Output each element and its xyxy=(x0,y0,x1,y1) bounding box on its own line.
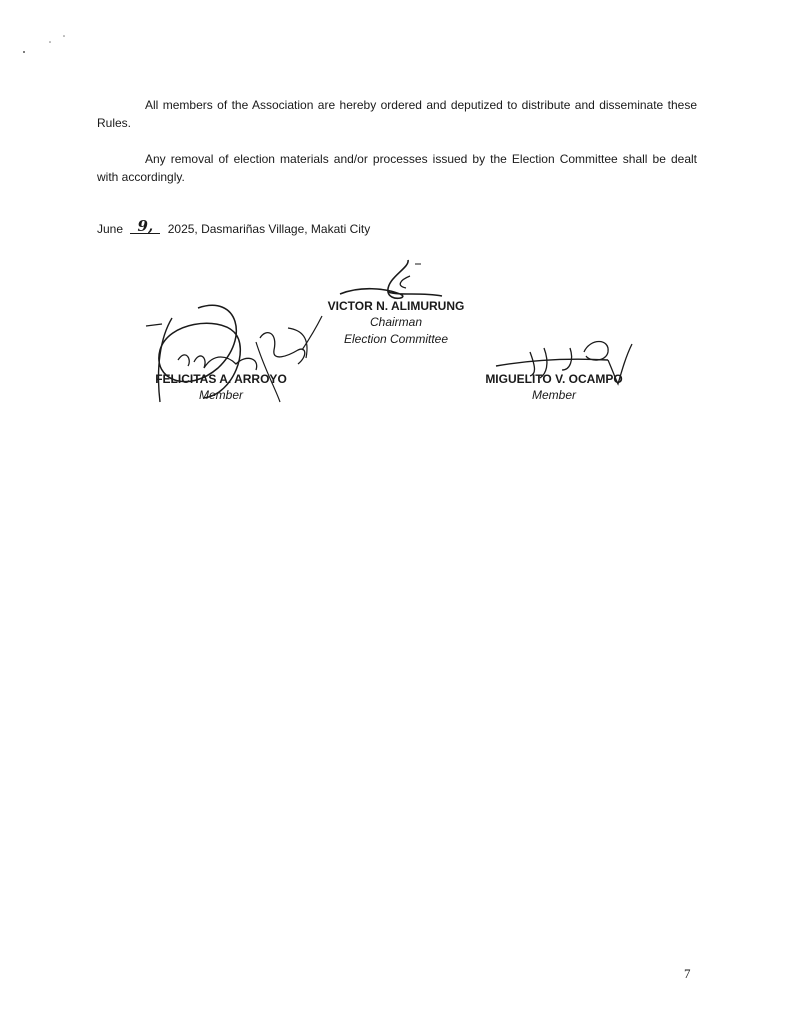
paragraph-removal-warning: Any removal of election materials and/or processes issued by the Election Committee shall be dealt with accordingly. xyxy=(97,152,697,184)
signatory-member-arroyo xyxy=(138,371,304,404)
dateline-month: June xyxy=(97,222,124,236)
signatory-member-ocampo xyxy=(478,371,630,404)
chairman-name: VICTOR N. ALIMURUNG xyxy=(327,299,465,313)
chairman-committee: Election Committee xyxy=(343,332,449,346)
member-ocampo-title: Member xyxy=(531,388,576,402)
member-ocampo-name: MIGUELITO V. OCAMPO xyxy=(485,372,623,386)
signatory-chairman xyxy=(318,298,474,348)
page-number: 7 xyxy=(684,966,691,981)
paragraph-distribution-order: All members of the Association are hereby ordered and deputized to distribute and disseminate these Rules. xyxy=(97,98,697,130)
scan-specks xyxy=(20,30,80,60)
member-arroyo-title: Member xyxy=(198,388,243,402)
dateline-day-handwritten: 9, xyxy=(130,219,160,234)
chairman-title: Chairman xyxy=(369,315,423,329)
member-arroyo-name: FELICITAS A. ARROYO xyxy=(155,372,287,386)
dateline xyxy=(97,219,370,238)
dateline-rest: 2025, Dasmariñas Village, Makati City xyxy=(167,222,371,236)
